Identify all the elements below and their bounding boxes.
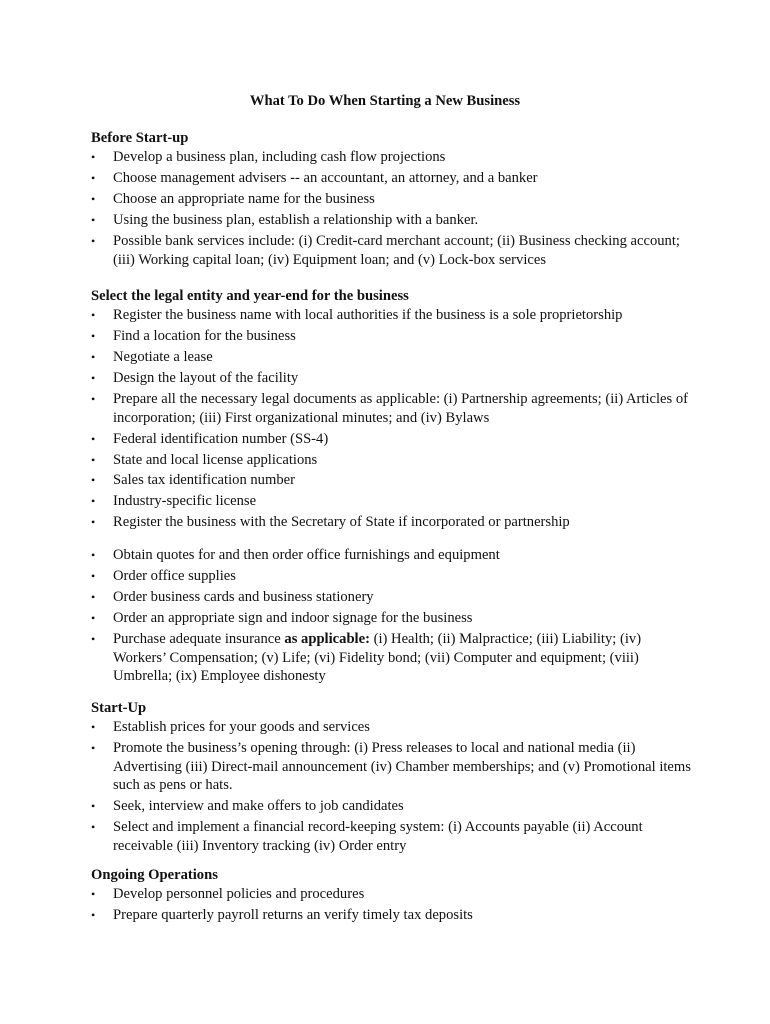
list-item: • Seek, interview and make offers to job candidates [91, 798, 404, 815]
list-item: • Order office supplies [91, 567, 236, 584]
bullet-icon: • [91, 212, 96, 227]
list-item: • Find a location for the business [91, 327, 296, 344]
bullet-icon: • [91, 308, 96, 322]
bullet-icon: • [91, 515, 96, 530]
list-item: • Develop a business plan, including cash flow projections [91, 149, 446, 165]
section-heading-ongoing-operations: Ongoing Operations [91, 867, 218, 883]
list-item: • Choose management advisers -- an accountant, an attorney, and a banker [91, 169, 538, 186]
list-item: • Design the layout of the facility [91, 369, 299, 386]
bullet-icon: • [91, 548, 96, 562]
list-item: • Obtain quotes for and then order office furnishings and equipment [91, 547, 500, 563]
list-item: • Negotiate a lease [91, 348, 213, 365]
list-legal-entity [91, 306, 691, 534]
list-item: • Choose an appropriate name for the business [91, 190, 375, 207]
bullet-icon: • [91, 820, 96, 835]
bullet-icon: • [91, 589, 96, 604]
list-item: • Establish prices for your goods and services [91, 719, 370, 735]
list-item: • Prepare all the necessary legal documents as applicable: (i) Partnership agreements; (ii) Articles of incorporation; (iii) First organizational minutes; and (iv) Bylaws [91, 390, 689, 426]
bullet-icon: • [91, 568, 96, 583]
section-heading-before-startup: Before Start-up [91, 130, 189, 146]
section-heading-legal-entity: Select the legal entity and year-end for the business [91, 288, 409, 304]
list-item: • Possible bank services include: (i) Credit-card merchant account; (ii) Business checking account; (iii) Working capital loan; (iv) Equipment loan; and (v) Lock-box services [91, 232, 680, 268]
bullet-icon: • [91, 391, 96, 406]
list-ongoing-operations [91, 885, 691, 927]
bullet-icon: • [91, 740, 96, 755]
list-before-startup [91, 148, 691, 272]
bullet-icon: • [91, 631, 96, 646]
page-title: What To Do When Starting a New Business [249, 93, 521, 109]
list-office-setup [91, 546, 691, 688]
bullet-icon: • [91, 452, 96, 467]
list-item: • Register the business with the Secretary of State if incorporated or partnership [91, 514, 570, 531]
list-item: • Develop personnel policies and procedures [91, 886, 365, 902]
bullet-icon: • [91, 328, 96, 343]
bullet-icon: • [91, 431, 96, 446]
bullet-icon: • [91, 494, 96, 509]
bullet-icon: • [91, 191, 96, 206]
bullet-icon: • [91, 150, 96, 164]
list-item: • Select and implement a financial record-keeping system: (i) Accounts payable (ii) Account receivable (iii) Inventory tracking (iv) Order entry [91, 819, 643, 854]
list-item-insurance: • Purchase adequate insurance as applicable: (i) Health; (ii) Malpractice; (iii) Liability; (iv) Workers’ Compensation; (v) Life; (vi) Fidelity bond; (vii) Computer and equipment; (viii) Umbrella; (ix) Employee dishonesty [91, 630, 642, 685]
list-item: • Industry-specific license [91, 493, 257, 510]
list-item: • Federal identification number (SS-4) [91, 430, 329, 447]
bullet-icon: • [91, 233, 96, 248]
list-item: • Sales tax identification number [91, 472, 295, 489]
bullet-icon: • [91, 610, 96, 625]
list-item: • Order an appropriate sign and indoor signage for the business [91, 609, 473, 626]
list-item: • State and local license applications [91, 451, 318, 468]
emphasis-text: as applicable: [284, 630, 370, 647]
list-item: • Prepare quarterly payroll returns an verify timely tax deposits [91, 906, 473, 923]
list-item: • Register the business name with local authorities if the business is a sole proprietorship [91, 307, 623, 323]
list-item: • Promote the business’s opening through: (i) Press releases to local and national media (ii) Advertising (iii) Direct-mail announcement (iv) Chamber memberships; and (v) Promotional items such as pens or hats. [91, 739, 691, 794]
section-heading-startup: Start-Up [91, 700, 147, 716]
list-item: • Order business cards and business stationery [91, 588, 374, 605]
bullet-icon: • [91, 170, 96, 185]
bullet-icon: • [91, 720, 96, 734]
bullet-icon: • [91, 473, 96, 488]
bullet-icon: • [91, 349, 96, 364]
bullet-icon: • [91, 370, 96, 385]
bullet-icon: • [91, 887, 96, 901]
list-startup [91, 718, 691, 858]
bullet-icon: • [91, 907, 96, 922]
bullet-icon: • [91, 799, 96, 814]
list-item: • Using the business plan, establish a relationship with a banker. [91, 211, 479, 228]
